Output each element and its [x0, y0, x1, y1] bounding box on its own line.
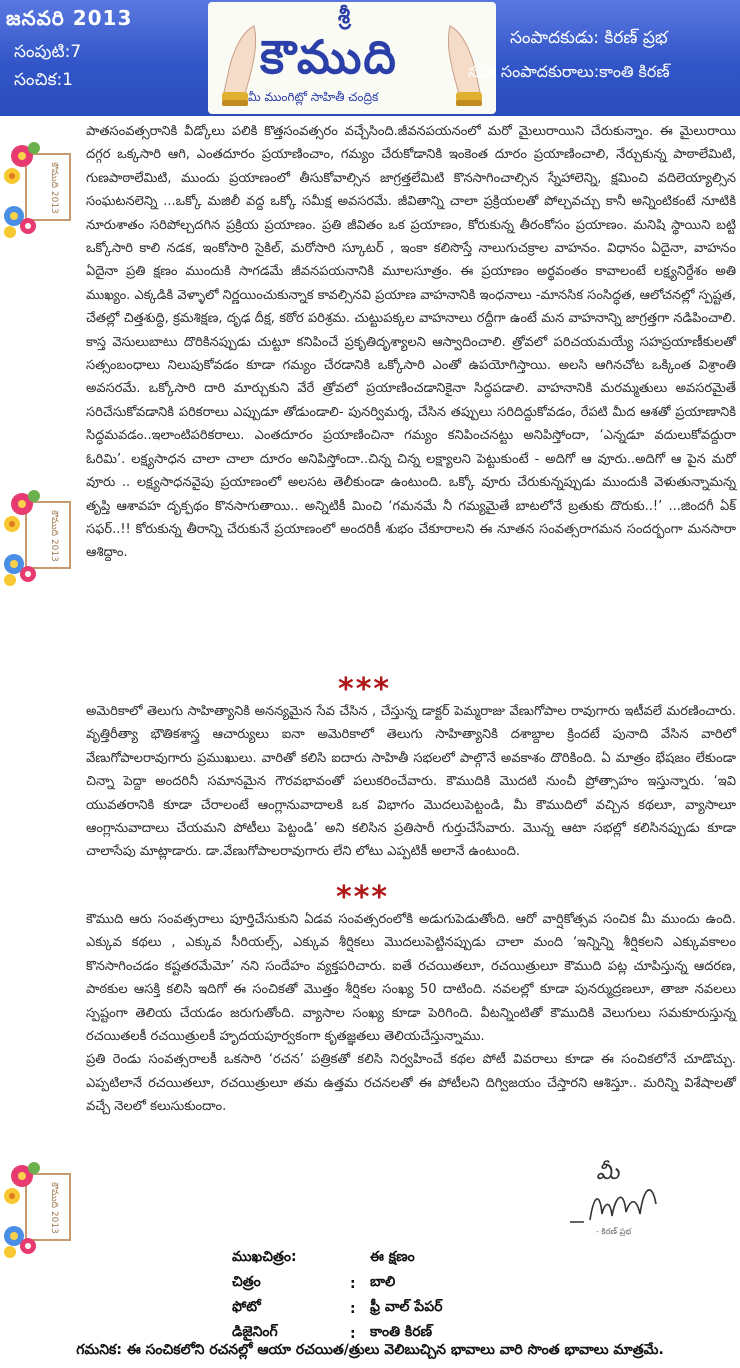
- issue-date: జనవరి 2013: [6, 6, 133, 30]
- credit-key: ఫోటో: [232, 1299, 261, 1315]
- credit-key: డిజైనింగ్: [232, 1324, 278, 1340]
- paragraph: అమెరికాలో తెలుగు సాహిత్యానికి అనన్యమైన సేవ చేసిన , చేస్తున్న డాక్టర్ పెమ్మరాజు వేణుగోపాల రావుగారు ఇటీవలే మరణించారు. వృత్తిరీత్యా భౌతికశాస్త్ర ఆచార్యులు ఐనా అమెరికాలో తెలుగు సాహిత్యానికి దశాబ్దాల క్రిందటే పునాది వేసిన వారిలో వేణుగోపాలరావుగారు ప్రముఖులు. వారితో కలిసి ఐదారు సాహితీ సభలలో పాల్గొనే అవకాశం దొరికింది. ఏ మాత్రం భేషజం లేకుండా చిన్నా పెద్దా అందరినీ సమానమైన గౌరవభావంతో పలుకరించేవారు. కౌముదికి మొదటి నుంచీ ప్రోత్సాహం ఇస్తున్నారు. ‘ఇవి యువతరానికి కూడా చేరాలంటే ఆంగ్లానువాదాలకి ఒక విభాగం మొదలుపెట్టండి, మీ కౌముదిలో వచ్చిన కథలూ, వ్యాసాలూ ఆంగ్లానువాదాలు చేయమని పోటీలు పెట్టండి’ అని కలిసిన ప్రతిసారీ గుర్తుచేసేవారు. మొన్న ఆటా సభల్లో కలిసినప్పుడు కూడా చాలాసేపు మాట్లాడారు. డా.వేణుగోపాలరావుగారు లేని లోటు ఎప్పటికీ అలానే ఉంటుంది.: [86, 704, 736, 860]
- flower-frame-icon: [4, 140, 80, 240]
- editorial-section-1: [86, 120, 736, 565]
- signature-name: - కిరణ్ ప్రభ: [596, 1227, 632, 1236]
- credit-separator: :: [350, 1325, 356, 1342]
- coeditor-credit: సహ సంపాదకురాలు:కాంతి కిరణ్: [468, 62, 670, 81]
- masthead: [0, 0, 740, 116]
- section-divider: ***: [338, 672, 392, 707]
- editor-credit: సంపాదకుడు: కిరణ్ ప్రభ: [510, 28, 668, 48]
- logo-title: కౌముది: [260, 30, 398, 84]
- section-divider: ***: [336, 880, 390, 915]
- credit-key: ముఖచిత్రం:: [232, 1249, 297, 1265]
- credit-key: చిత్రం: [232, 1274, 261, 1290]
- credit-value: బాలి: [370, 1274, 396, 1290]
- credit-separator: :: [350, 1275, 356, 1292]
- credits-block: [232, 1246, 443, 1346]
- logo-tagline: మీ ముంగిట్లో సాహితీ చంద్రిక: [248, 90, 379, 104]
- frame-label: కౌముది 2013: [49, 162, 59, 214]
- credit-separator: :: [350, 1300, 356, 1317]
- flower-frame-icon: [4, 488, 80, 588]
- signature: [566, 1164, 666, 1236]
- paragraph: కౌముది ఆరు సంవత్సరాలు పూర్తిచేసుకుని ఏడవ సంవత్సరంలోకి అడుగుపెడుతోంది. ఆరో వార్షికోత్సవ సంచిక మీ ముందు ఉంది. ఎక్కువ కథలు , ఎక్కువ సీరియల్స్, ఎక్కువ శీర్షికలు మొదలుపెట్టినప్పుడు చాలా మంది ‘ఇన్నిన్ని శీర్షికలని ఎక్కువకాలం కొనసాగించడం కష్టతరమేమో’ నని సందేహం వ్యక్తపరిచారు. ఐతే రచయితలూ, రచయిత్రులూ కౌముది పట్ల చూపిస్తున్న ఆదరణ, పాఠకుల ఆసక్తి కలిసి ఇదిగో ఈ సంచికతో మొత్తం శీర్షికల సంఖ్య 50 దాటింది. నవలల్లో కూడా పునర్ముద్రణలూ, తాజా నవలలు స్పష్టంగా తెలియ చేయడం జరుగుతోంది. వ్యాసాల సంఖ్య కూడా పెరిగింది. వీటన్నింటితో కౌముదికి వెలుగులు సమకూరుస్తున్న రచయితలకీ రచయిత్రులకీ హృదయపూర్వకంగా కృతజ్ఞతలు తెలియచేస్తున్నాము.: [86, 912, 736, 1045]
- frame-label: కౌముది 2013: [49, 1182, 59, 1234]
- paragraph: ప్రతి రెండు సంవత్సరాలకీ ఒకసారి ‘రచన’ పత్రికతో కలిసి నిర్వహించే కథల పోటీ వివరాలు కూడా ఈ సంచికలోనే చూడొచ్చు. ఎప్పటిలానే రచయితలూ, రచయిత్రులూ తమ ఉత్తమ రచనలతో ఈ పోటీలని దిగ్విజయం చేస్తారని ఆశిస్తూ.. మరిన్ని విశేషాలతో వచ్చే నెలలో కలుసుకుందాం.: [86, 1052, 736, 1115]
- credit-value: ఈ క్షణం: [370, 1249, 415, 1265]
- logo-sri: శ్రీ: [338, 4, 351, 29]
- editorial-section-3: [86, 908, 736, 1119]
- editorial-section-2: [86, 700, 736, 864]
- frame-label: కౌముది 2013: [49, 510, 59, 562]
- credit-value: ఫ్రీ వాల్ పేపర్: [370, 1299, 443, 1315]
- credit-row: [232, 1246, 443, 1271]
- credit-row: [232, 1271, 443, 1296]
- credit-row: [232, 1296, 443, 1321]
- signature-salutation: మీ: [596, 1160, 620, 1185]
- volume-label: సంపుటి:7: [14, 42, 82, 62]
- flower-frame-icon: [4, 1160, 80, 1260]
- paragraph: పాతసంవత్సరానికి వీడ్కోలు పలికి కొత్తసంవత్సరం వచ్చేసింది.జీవనపయనంలో మరో మైలురాయిని చేరుకున్నాం. ఈ మైలురాయి దగ్గర ఒక్కసారి ఆగి, ఎంతదూరం ప్రయాణించాం, గమ్యం చేరుకోడానికి ఇంకెంత దూరం ప్రయాణించాలి, నేర్చుకున్న పాఠాలేమిటి, గుణపాఠాలేమిటి, ముందు ప్రయాణంలో తీసుకోవాల్సిన జాగ్రత్తలేమిటి కొనసాగించాల్సిన స్నేహాలెన్ని, క్షమించి వదిలెయ్యాల్సిన సంఘటనలెన్ని ...ఒక్కో మజిలీ వద్ద ఒక్కో సమీక్ష అవసరమే. జీవితాన్ని చాలా ప్రక్రియలతో పోల్చవచ్చు కానీ అన్నింటికంటే నూటికి నూరుశాతం సరిపోల్చదగిన ప్రక్రియ ప్రయాణం. ప్రతి జీవితం ఒక ప్రయాణం, కోరుకున్న తీరంకోసం ప్రయాణం. మనిషి స్థాయిని బట్టి ఒక్కోసారి కాలి నడక, ఇంకోసారి సైకిల్, మరోసారి స్కూటర్ , ఇంకా కలిసొస్తే నాలుగుచక్రాల వాహనం. విధానం ఏదైనా, వాహనం ఏదైనా ప్రతి క్షణం ముందుకి సాగడమే జీవనపయనానికి మూలసూత్రం. ఈ ప్రయాణం అర్థవంతం కావాలంటే లక్ష్యనిర్దేశం అతి ముఖ్యం. ఎక్కడికి వెళ్ళాలో నిర్ణయించుకున్నాక కావల్సినవి ప్రయాణ వాహనానికి ఇంధనాలు -మానసిక సంసిద్ధత, ఆలోచనల్లో స్పష్టత, చేతల్లో చిత్తశుద్ధి, క్రమశిక్షణ, దృఢ దీక్ష, కఠోర పరిశ్రమ. చుట్టుపక్కల వాహనాలు రద్దీగా ఉంటే మన వాహనాన్ని జాగ్రత్తగా నడిపించాలి. కాస్త వెసులుబాటు దొరికినప్పుడు చుట్టూ కనిపించే ప్రకృతిదృశ్యాలని ఆస్వాదించాలి. త్రోవలో పరిచయమయ్యే సహప్రయాణీకులతో సత్సంబంధాలు నిలుపుకోవడం కూడా గమ్యం చేరడానికి ఒక్కోసారి ఎంతో ఉపయోగిస్తాయి. అలసి ఆగినచోట ఒక్కింత విశ్రాంతి అవసరమే. ఒక్కోసారి దారి మార్చుకుని వేరే త్రోవలో ప్రయాణించడానికైనా సిద్ధపడాలి. వాహనానికి మరమ్మతులు అవసరమైతే సరిచేసుకోవడానికి పరికరాలు ఎప్పుడూ తోడుండాలి- పునర్విమర్శ, చేసిన తప్పులు సరిదిద్దుకోవడం, రేపటి మీద ఆశతో ప్రయాణానికి సిద్ధమవడం..ఇలాంటిపరికరాలు. ఎంతదూరం ప్రయాణించినా గమ్యం కనిపించనట్టు అనిపిస్తోందా, ‘ఎన్నడూ వదులుకోవద్దురా ఓరిమి’. లక్ష్యసాధన చాలా చాలా దూరం అనిపిస్తోందా..చిన్న చిన్న లక్ష్యాలని పెట్టుకుంటే - అదిగో ఆ వూరు..అదిగో ఆ పైన మరో వూరు .. లక్ష్యసాధనవైపు ప్రయాణంలో అలసట తెలీకుండా ఉంటుంది. ఒక్కో వూరు చేరుకున్నప్పుడు ముందుకి వెళుతున్నామన్న తృప్తి ఆశావహ దృక్పథం కొనసాగుతాయి.. అన్నిటికీ మించి ‘గమనమే నీ గమ్యమైతే బాటలోనే బ్రతుకు దొరుకు..!’ ...జిందగీ ఏక్ సఫర్..!! కోరుకున్న తీరాన్ని చేరుకునే ప్రయాణంలో అందరికీ శుభం చేకూరాలని ఈ నూతన సంవత్సరాగమన సందర్భంగా మనసారా ఆశిద్దాం.: [86, 124, 736, 561]
- logo: [208, 2, 496, 114]
- issue-label: సంచిక:1: [14, 70, 73, 90]
- credit-value: కాంతి కిరణ్: [370, 1324, 433, 1340]
- disclaimer-note: గమనిక: ఈ సంచికలోని రచనల్లో ఆయా రచయిత/త్రులు వెలిబుచ్చిన భావాలు వారి సొంత భావాలు మాత్రమే.: [76, 1342, 664, 1358]
